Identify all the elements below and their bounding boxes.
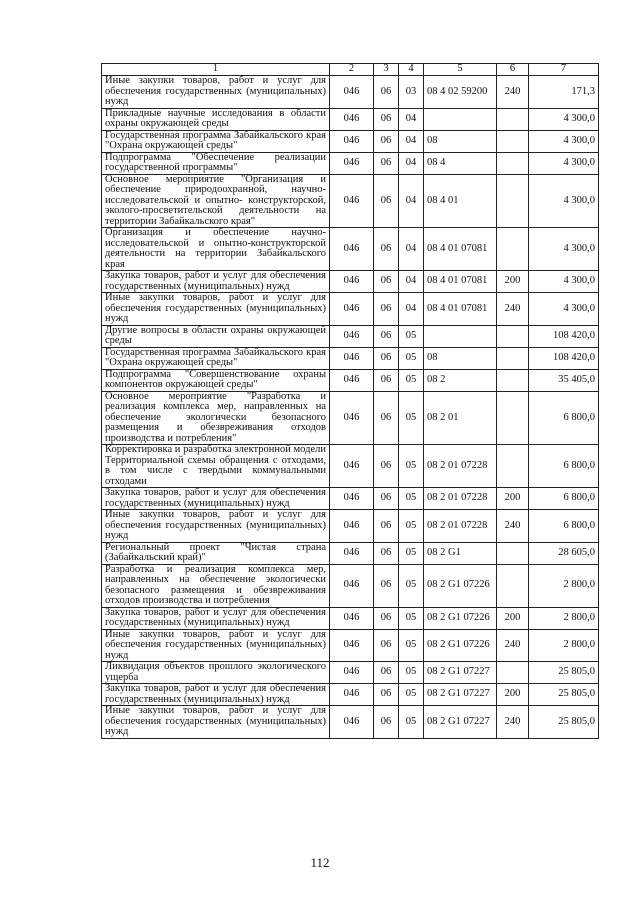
table-row bbox=[102, 174, 599, 228]
column-header: 1 bbox=[102, 64, 330, 76]
amount-cell: 6 800,0 bbox=[529, 510, 599, 543]
subsection-code-cell: 04 bbox=[399, 174, 424, 228]
section-code-cell: 06 bbox=[374, 706, 399, 739]
table-row bbox=[102, 564, 599, 607]
section-code-cell: 06 bbox=[374, 347, 399, 369]
subsection-code-cell: 05 bbox=[399, 607, 424, 629]
section-code-cell: 06 bbox=[374, 108, 399, 130]
target-article-cell: 08 2 01 bbox=[424, 391, 497, 445]
admin-code-cell: 046 bbox=[330, 542, 374, 564]
page-number: 112 bbox=[310, 855, 330, 870]
amount-cell: 4 300,0 bbox=[529, 108, 599, 130]
expense-type-cell: 240 bbox=[497, 76, 529, 109]
row-name-cell: Иные закупки товаров, работ и услуг для обеспечения государственных (муниципальных) нужд bbox=[102, 76, 330, 109]
target-article-cell: 08 2 G1 bbox=[424, 542, 497, 564]
row-name-cell: Разработка и реализация комплекса мер, направленных на обеспечение экологически безопасного размещения и обезвреживания отходов производства и потребления bbox=[102, 564, 330, 607]
subsection-code-cell: 05 bbox=[399, 706, 424, 739]
admin-code-cell: 046 bbox=[330, 564, 374, 607]
amount-cell: 2 800,0 bbox=[529, 564, 599, 607]
subsection-code-cell: 04 bbox=[399, 228, 424, 271]
target-article-cell: 08 2 01 07228 bbox=[424, 510, 497, 543]
target-article-cell bbox=[424, 108, 497, 130]
table-row bbox=[102, 629, 599, 662]
section-code-cell: 06 bbox=[374, 174, 399, 228]
amount-cell: 25 805,0 bbox=[529, 662, 599, 684]
row-name-cell: Ликвидация объектов прошлого экологического ущерба bbox=[102, 662, 330, 684]
column-header: 3 bbox=[374, 64, 399, 76]
table-row bbox=[102, 445, 599, 488]
admin-code-cell: 046 bbox=[330, 152, 374, 174]
section-code-cell: 06 bbox=[374, 564, 399, 607]
table-row bbox=[102, 510, 599, 543]
row-name-cell: Прикладные научные исследования в области охраны окружающей среды bbox=[102, 108, 330, 130]
amount-cell: 6 800,0 bbox=[529, 391, 599, 445]
admin-code-cell: 046 bbox=[330, 347, 374, 369]
table-row bbox=[102, 542, 599, 564]
target-article-cell: 08 2 G1 07227 bbox=[424, 706, 497, 739]
admin-code-cell: 046 bbox=[330, 510, 374, 543]
admin-code-cell: 046 bbox=[330, 684, 374, 706]
section-code-cell: 06 bbox=[374, 684, 399, 706]
row-name-cell: Организация и обеспечение научно-исследовательской и опытно-конструкторской деятельности на территории Забайкальского края bbox=[102, 228, 330, 271]
row-name-cell: Подпрограмма "Обеспечение реализации государственной программы" bbox=[102, 152, 330, 174]
admin-code-cell: 046 bbox=[330, 325, 374, 347]
amount-cell: 2 800,0 bbox=[529, 607, 599, 629]
budget-table bbox=[101, 63, 599, 739]
row-name-cell: Государственная программа Забайкальского края "Охрана окружающей среды" bbox=[102, 130, 330, 152]
amount-cell: 6 800,0 bbox=[529, 488, 599, 510]
row-name-cell: Закупка товаров, работ и услуг для обеспечения государственных (муниципальных) нужд bbox=[102, 607, 330, 629]
amount-cell: 25 805,0 bbox=[529, 684, 599, 706]
amount-cell: 35 405,0 bbox=[529, 369, 599, 391]
admin-code-cell: 046 bbox=[330, 488, 374, 510]
target-article-cell: 08 bbox=[424, 347, 497, 369]
admin-code-cell: 046 bbox=[330, 607, 374, 629]
section-code-cell: 06 bbox=[374, 130, 399, 152]
subsection-code-cell: 05 bbox=[399, 629, 424, 662]
admin-code-cell: 046 bbox=[330, 174, 374, 228]
expense-type-cell bbox=[497, 662, 529, 684]
target-article-cell: 08 bbox=[424, 130, 497, 152]
section-code-cell: 06 bbox=[374, 607, 399, 629]
section-code-cell: 06 bbox=[374, 662, 399, 684]
target-article-cell: 08 2 01 07228 bbox=[424, 488, 497, 510]
target-article-cell: 08 4 bbox=[424, 152, 497, 174]
admin-code-cell: 046 bbox=[330, 76, 374, 109]
table-row bbox=[102, 662, 599, 684]
section-code-cell: 06 bbox=[374, 325, 399, 347]
admin-code-cell: 046 bbox=[330, 662, 374, 684]
section-code-cell: 06 bbox=[374, 488, 399, 510]
amount-cell: 4 300,0 bbox=[529, 271, 599, 293]
admin-code-cell: 046 bbox=[330, 629, 374, 662]
amount-cell: 4 300,0 bbox=[529, 152, 599, 174]
row-name-cell: Закупка товаров, работ и услуг для обеспечения государственных (муниципальных) нужд bbox=[102, 488, 330, 510]
table-row bbox=[102, 607, 599, 629]
row-name-cell: Основное мероприятие "Разработка и реализация комплекса мер, направленных на обеспечение экологически безопасного размещения и обезвреживания отходов производства и потребления" bbox=[102, 391, 330, 445]
subsection-code-cell: 04 bbox=[399, 271, 424, 293]
header-row bbox=[102, 64, 599, 76]
row-name-cell: Иные закупки товаров, работ и услуг для обеспечения государственных (муниципальных) нужд bbox=[102, 706, 330, 739]
row-name-cell: Государственная программа Забайкальского края "Охрана окружающей среды" bbox=[102, 347, 330, 369]
column-header: 6 bbox=[497, 64, 529, 76]
target-article-cell: 08 2 G1 07227 bbox=[424, 684, 497, 706]
table-row bbox=[102, 130, 599, 152]
expense-type-cell: 200 bbox=[497, 684, 529, 706]
admin-code-cell: 046 bbox=[330, 369, 374, 391]
table-row bbox=[102, 108, 599, 130]
expense-type-cell bbox=[497, 564, 529, 607]
table-row bbox=[102, 391, 599, 445]
subsection-code-cell: 05 bbox=[399, 369, 424, 391]
section-code-cell: 06 bbox=[374, 228, 399, 271]
target-article-cell: 08 2 G1 07227 bbox=[424, 662, 497, 684]
subsection-code-cell: 04 bbox=[399, 152, 424, 174]
expense-type-cell bbox=[497, 347, 529, 369]
subsection-code-cell: 05 bbox=[399, 391, 424, 445]
target-article-cell: 08 2 G1 07226 bbox=[424, 629, 497, 662]
expense-type-cell: 200 bbox=[497, 271, 529, 293]
expense-type-cell bbox=[497, 542, 529, 564]
table-row bbox=[102, 228, 599, 271]
expense-type-cell: 240 bbox=[497, 293, 529, 326]
expense-type-cell: 200 bbox=[497, 488, 529, 510]
admin-code-cell: 046 bbox=[330, 706, 374, 739]
section-code-cell: 06 bbox=[374, 76, 399, 109]
table-row bbox=[102, 325, 599, 347]
target-article-cell: 08 2 G1 07226 bbox=[424, 564, 497, 607]
row-name-cell: Иные закупки товаров, работ и услуг для обеспечения государственных (муниципальных) нужд bbox=[102, 629, 330, 662]
subsection-code-cell: 05 bbox=[399, 564, 424, 607]
row-name-cell: Подпрограмма "Совершенствование охраны компонентов окружающей среды" bbox=[102, 369, 330, 391]
expense-type-cell bbox=[497, 152, 529, 174]
amount-cell: 4 300,0 bbox=[529, 174, 599, 228]
admin-code-cell: 046 bbox=[330, 391, 374, 445]
table-row bbox=[102, 684, 599, 706]
target-article-cell: 08 4 02 59200 bbox=[424, 76, 497, 109]
column-header: 5 bbox=[424, 64, 497, 76]
expense-type-cell bbox=[497, 391, 529, 445]
amount-cell: 25 805,0 bbox=[529, 706, 599, 739]
expense-type-cell bbox=[497, 174, 529, 228]
subsection-code-cell: 05 bbox=[399, 542, 424, 564]
subsection-code-cell: 05 bbox=[399, 347, 424, 369]
target-article-cell: 08 4 01 07081 bbox=[424, 293, 497, 326]
target-article-cell: 08 4 01 07081 bbox=[424, 271, 497, 293]
table-row bbox=[102, 293, 599, 326]
admin-code-cell: 046 bbox=[330, 130, 374, 152]
section-code-cell: 06 bbox=[374, 271, 399, 293]
row-name-cell: Закупка товаров, работ и услуг для обеспечения государственных (муниципальных) нужд bbox=[102, 684, 330, 706]
row-name-cell: Закупка товаров, работ и услуг для обеспечения государственных (муниципальных) нужд bbox=[102, 271, 330, 293]
table-row bbox=[102, 76, 599, 109]
amount-cell: 4 300,0 bbox=[529, 293, 599, 326]
column-header: 4 bbox=[399, 64, 424, 76]
subsection-code-cell: 04 bbox=[399, 130, 424, 152]
amount-cell: 4 300,0 bbox=[529, 130, 599, 152]
target-article-cell: 08 2 G1 07226 bbox=[424, 607, 497, 629]
amount-cell: 6 800,0 bbox=[529, 445, 599, 488]
target-article-cell: 08 4 01 07081 bbox=[424, 228, 497, 271]
section-code-cell: 06 bbox=[374, 293, 399, 326]
admin-code-cell: 046 bbox=[330, 108, 374, 130]
subsection-code-cell: 05 bbox=[399, 488, 424, 510]
admin-code-cell: 046 bbox=[330, 228, 374, 271]
subsection-code-cell: 04 bbox=[399, 293, 424, 326]
subsection-code-cell: 05 bbox=[399, 662, 424, 684]
table-row bbox=[102, 369, 599, 391]
table-row bbox=[102, 271, 599, 293]
subsection-code-cell: 05 bbox=[399, 445, 424, 488]
section-code-cell: 06 bbox=[374, 391, 399, 445]
section-code-cell: 06 bbox=[374, 629, 399, 662]
target-article-cell: 08 2 01 07228 bbox=[424, 445, 497, 488]
expense-type-cell bbox=[497, 108, 529, 130]
column-header: 2 bbox=[330, 64, 374, 76]
row-name-cell: Основное мероприятие "Организация и обеспечение природоохранной, научно-исследовательской и опытно- конструкторской, эколого-просветительской деятельности на территории Забайкальского края" bbox=[102, 174, 330, 228]
target-article-cell: 08 2 bbox=[424, 369, 497, 391]
table-row bbox=[102, 706, 599, 739]
expense-type-cell: 240 bbox=[497, 706, 529, 739]
amount-cell: 108 420,0 bbox=[529, 325, 599, 347]
expense-type-cell: 240 bbox=[497, 510, 529, 543]
expense-type-cell bbox=[497, 228, 529, 271]
table-row bbox=[102, 152, 599, 174]
section-code-cell: 06 bbox=[374, 152, 399, 174]
subsection-code-cell: 03 bbox=[399, 76, 424, 109]
subsection-code-cell: 04 bbox=[399, 108, 424, 130]
expense-type-cell bbox=[497, 445, 529, 488]
row-name-cell: Другие вопросы в области охраны окружающей среды bbox=[102, 325, 330, 347]
column-header: 7 bbox=[529, 64, 599, 76]
section-code-cell: 06 bbox=[374, 542, 399, 564]
target-article-cell bbox=[424, 325, 497, 347]
row-name-cell: Корректировка и разработка электронной модели Территориальной схемы обращения с отходами, в том числе с твердыми коммунальными отходами bbox=[102, 445, 330, 488]
expense-type-cell bbox=[497, 325, 529, 347]
admin-code-cell: 046 bbox=[330, 445, 374, 488]
expense-type-cell bbox=[497, 130, 529, 152]
section-code-cell: 06 bbox=[374, 369, 399, 391]
amount-cell: 171,3 bbox=[529, 76, 599, 109]
subsection-code-cell: 05 bbox=[399, 325, 424, 347]
amount-cell: 28 605,0 bbox=[529, 542, 599, 564]
amount-cell: 108 420,0 bbox=[529, 347, 599, 369]
expense-type-cell: 240 bbox=[497, 629, 529, 662]
row-name-cell: Региональный проект "Чистая страна (Забайкальский край)" bbox=[102, 542, 330, 564]
subsection-code-cell: 05 bbox=[399, 510, 424, 543]
table-row bbox=[102, 347, 599, 369]
section-code-cell: 06 bbox=[374, 510, 399, 543]
amount-cell: 4 300,0 bbox=[529, 228, 599, 271]
expense-type-cell: 200 bbox=[497, 607, 529, 629]
target-article-cell: 08 4 01 bbox=[424, 174, 497, 228]
row-name-cell: Иные закупки товаров, работ и услуг для обеспечения государственных (муниципальных) нужд bbox=[102, 293, 330, 326]
expense-type-cell bbox=[497, 369, 529, 391]
row-name-cell: Иные закупки товаров, работ и услуг для обеспечения государственных (муниципальных) нужд bbox=[102, 510, 330, 543]
table-row bbox=[102, 488, 599, 510]
admin-code-cell: 046 bbox=[330, 293, 374, 326]
amount-cell: 2 800,0 bbox=[529, 629, 599, 662]
subsection-code-cell: 05 bbox=[399, 684, 424, 706]
section-code-cell: 06 bbox=[374, 445, 399, 488]
admin-code-cell: 046 bbox=[330, 271, 374, 293]
